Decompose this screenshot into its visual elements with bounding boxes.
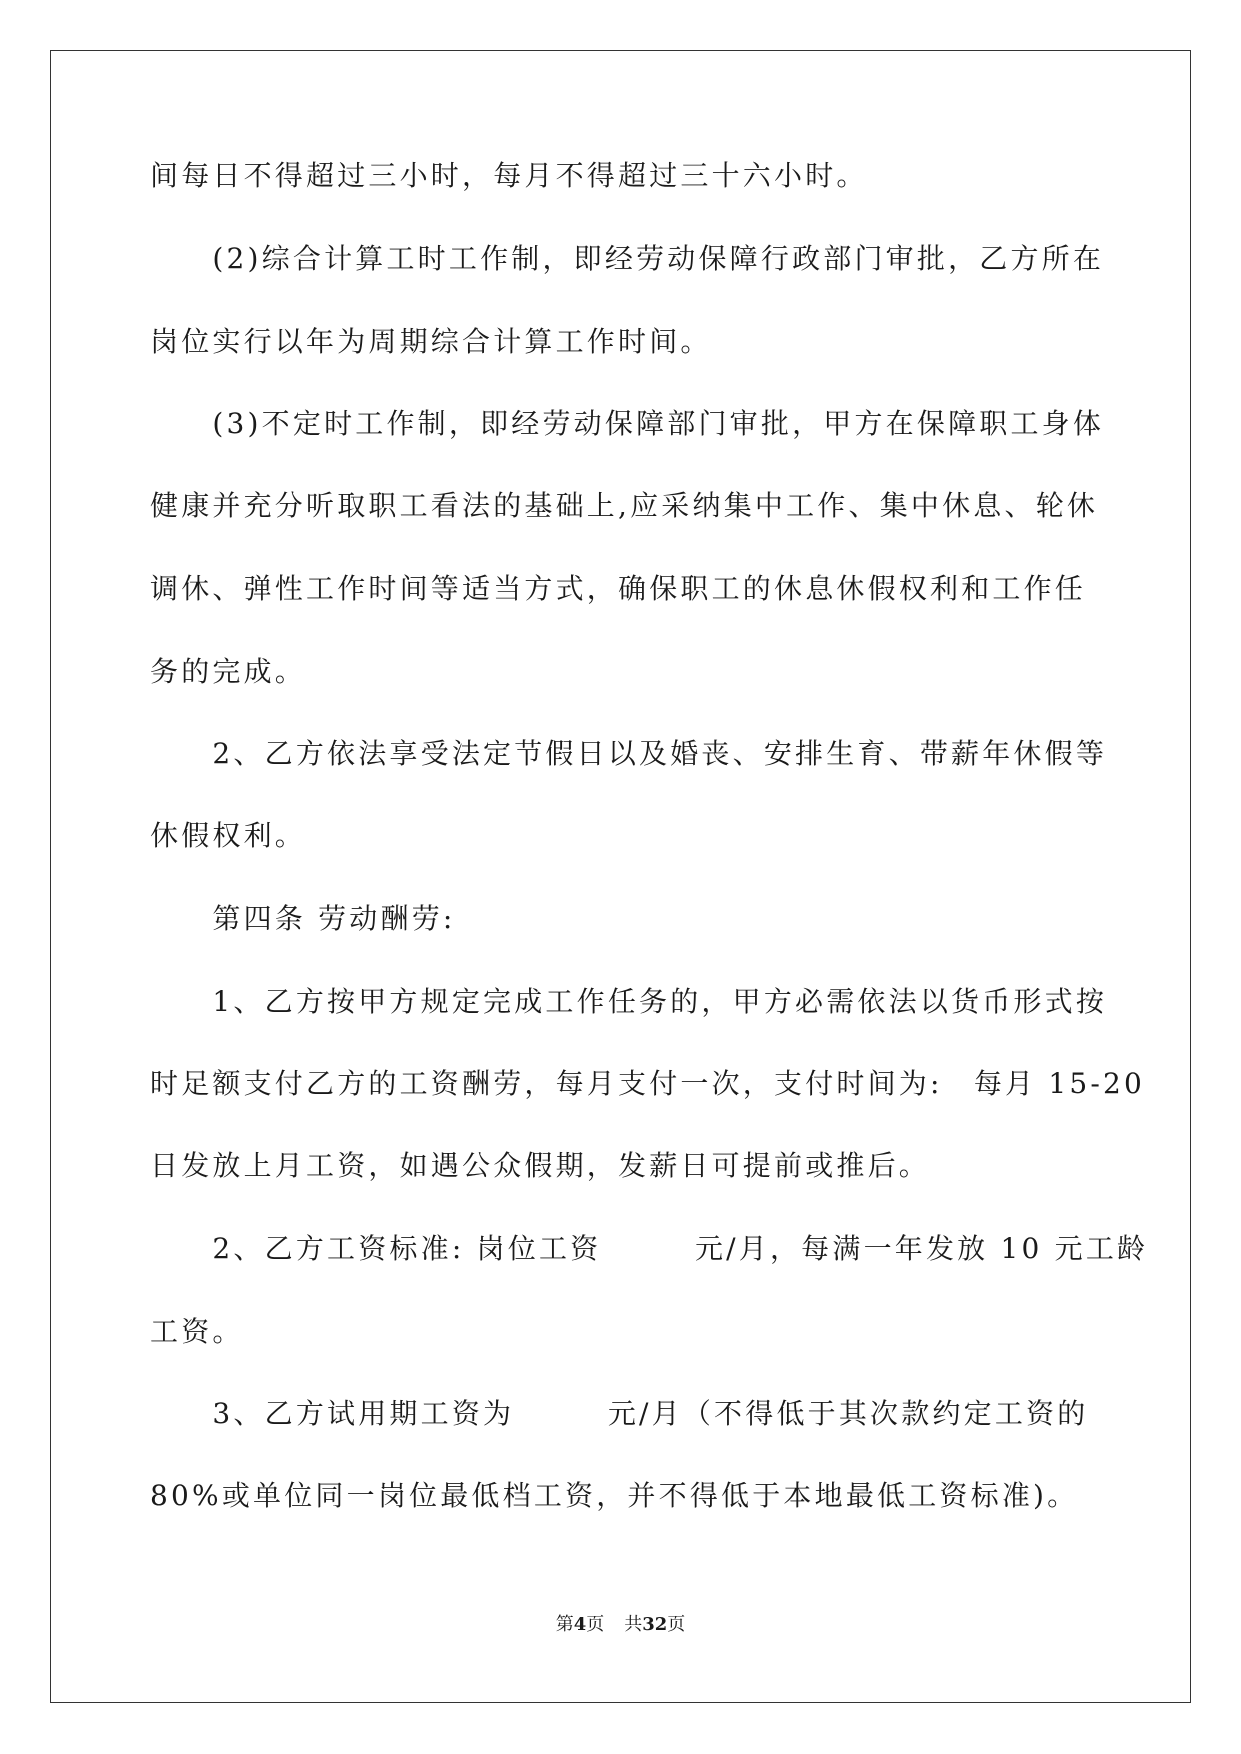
text-line: (3)不定时工作制，即经劳动保障部门审批，甲方在保障职工身体	[150, 407, 1105, 440]
text-line: 3、乙方试用期工资为 元/月（不得低于其次款约定工资的	[150, 1397, 1089, 1430]
footer-total-suffix: 页	[667, 1614, 686, 1635]
text-line: 80%或单位同一岗位最低档工资，并不得低于本地最低工资标准)。	[150, 1479, 1079, 1512]
page-footer	[0, 1610, 1241, 1636]
section-heading: 第四条 劳动酬劳:	[150, 902, 456, 935]
text-line: 务的完成。	[150, 655, 307, 688]
text-line: 时足额支付乙方的工资酬劳，每月支付一次，支付时间为: 每月 15-20	[150, 1067, 1146, 1100]
text-line: 1、乙方按甲方规定完成工作任务的，甲方必需依法以货币形式按	[150, 985, 1108, 1018]
total-page-count: 32	[642, 1614, 668, 1635]
text-line: 2、乙方工资标准: 岗位工资 元/月，每满一年发放 10 元工龄	[150, 1232, 1149, 1265]
text-line: 健康并充分听取职工看法的基础上,应采纳集中工作、集中休息、轮休	[150, 489, 1099, 522]
page-border	[50, 50, 1191, 1703]
text-line: 间每日不得超过三小时，每月不得超过三十六小时。	[150, 159, 868, 192]
text-line: 调休、弹性工作时间等适当方式，确保职工的休息休假权利和工作任	[150, 572, 1087, 605]
text-line: 日发放上月工资，如遇公众假期，发薪日可提前或推后。	[150, 1149, 931, 1182]
text-line: 岗位实行以年为周期综合计算工作时间。	[150, 325, 712, 358]
text-line: 2、乙方依法享受法定节假日以及婚丧、安排生育、带薪年休假等	[150, 737, 1108, 770]
text-line: 工资。	[150, 1315, 244, 1348]
text-line: (2)综合计算工时工作制，即经劳动保障行政部门审批，乙方所在	[150, 242, 1105, 275]
footer-total-prefix: 共	[624, 1614, 643, 1635]
text-line: 休假权利。	[150, 819, 307, 852]
footer-page-suffix: 页	[586, 1614, 605, 1635]
current-page-number: 4	[573, 1614, 587, 1635]
footer-prefix: 第	[555, 1614, 574, 1635]
